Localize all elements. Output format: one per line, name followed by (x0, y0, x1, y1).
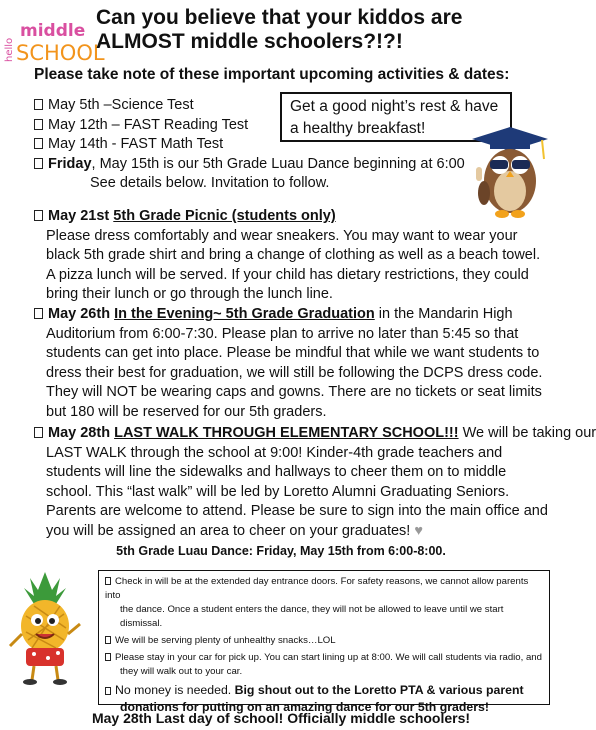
list-item-detail: See details below. Invitation to follow. (90, 175, 330, 191)
checkbox-icon (34, 138, 43, 149)
checkbox-icon (34, 427, 43, 438)
checkbox-icon (105, 636, 111, 644)
list-item: We will be serving plenty of unhealthy snacks…LOL (105, 634, 543, 648)
hello-middle-school-logo (2, 8, 105, 66)
luau-dance-title: 5th Grade Luau Dance: Friday, May 15th from 6:00-8:00. (116, 544, 446, 558)
picnic-item: May 21st 5th Grade Picnic (students only) Please dress comfortably and wear sneakers. You may want to wear your black 5th grade shirt and bring a change of clothing as well as a beach towel. A pizza lunch will be served. If your child has dietary restrictions, they could bring their lunch or go through the lunch line. (34, 207, 549, 305)
last-walk-item: May 28th LAST WALK THROUGH ELEMENTARY SCHOOL!!! We will be taking our LAST WALK through the school at 9:00! Kinder-4th grade teachers and students will line the sidewalks and hallways to cheer them on to middle school. This “last walk” will be led by Loretto Alumni Graduating Seniors. Parents are welcome to attend. Please be sure to sign into the main office and you will be assigned an area to cheer on your graduates! ♥ (34, 424, 549, 542)
list-item: May 14th - FAST Math Test (34, 135, 454, 155)
checkbox-icon (105, 653, 111, 661)
footer-note: May 28th Last day of school! Officially middle schoolers! (91, 710, 471, 726)
pineapple-mascot-icon (4, 568, 86, 688)
list-item: Friday, May 15th is our 5th Grade Luau Dance beginning at 6:00 (34, 155, 454, 175)
graduation-owl-icon (470, 125, 550, 220)
heart-icon: ♥ (414, 522, 423, 539)
subtitle: Please take note of these important upcoming activities & dates: (34, 66, 510, 83)
logo-school: SCHOOL (16, 41, 105, 65)
logo-hello: hello (4, 37, 15, 62)
callout-box: Get a good night’s rest & have a healthy breakfast! (280, 92, 512, 142)
checkbox-icon (105, 577, 111, 585)
checkbox-icon (34, 210, 43, 221)
list-item: Please stay in your car for pick up. You can start lining up at 8:00. We will call students via radio, and they will walk out to your car. (105, 651, 543, 679)
page-title: Can you believe that your kiddos are ALMOST middle schoolers?!?! (96, 6, 463, 53)
checkbox-icon (34, 119, 43, 130)
graduation-item: May 26th In the Evening~ 5th Grade Graduation in the Mandarin High Auditorium from 6:00-7:30. Please plan to arrive no later than 5:45 so that students can get into place. Please be mindful that while we want students to dress their best for graduation, we will still be following the DCPS dress code. They will NOT be wearing caps and gowns. There are no tickets or seat limits but 180 will be reserved for our 5th graders. (34, 305, 549, 423)
list-item: May 12th – FAST Reading Test (34, 116, 454, 136)
list-item: Check in will be at the extended day entrance doors. For safety reasons, we cannot allow parents into the dance. Once a student enters the dance, they will not be allowed to leave until we start dismissal. (105, 576, 529, 629)
checkbox-icon (34, 158, 43, 169)
luau-details-box (98, 570, 550, 714)
logo-middle: middle (20, 21, 86, 41)
checkbox-icon (34, 308, 43, 319)
checkbox-icon (105, 687, 111, 695)
list-item: May 5th –Science Test (34, 96, 454, 116)
list-item: No money is needed. Big shout out to the Loretto PTA & various parent donations for putting on an amazing dance for our 5th graders! (105, 682, 543, 716)
checkbox-icon (34, 99, 43, 110)
